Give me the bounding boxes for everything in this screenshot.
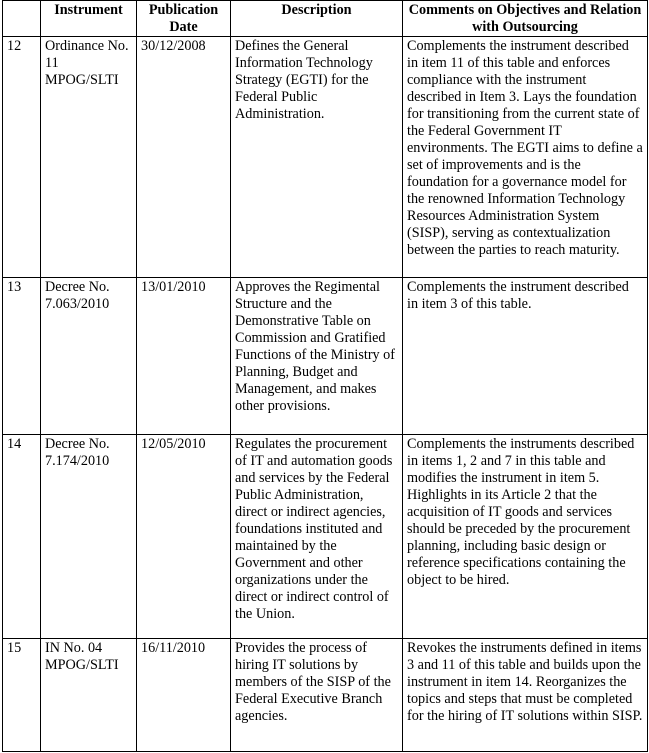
table-header-row — [3, 1, 648, 37]
row-comments: Complements the instrument described in item 3 of this table. — [403, 278, 648, 435]
row-instrument: Decree No. 7.174/2010 — [41, 435, 137, 639]
row-description: Defines the General Information Technology Strategy (EGTI) for the Federal Public Administration. — [231, 37, 403, 278]
row-comments: Complements the instrument described in item 11 of this table and enforces compliance with the instrument described in Item 3. Lays the foundation for transitioning from the current state of the Federal Government IT environments. The EGTI aims to define a set of improvements and is the foundation for a governance model for the renowned Information Technology Resources Administration System (SISP), serving as contextualization between the parties to reach maturity. — [403, 37, 648, 278]
row-number: 12 — [3, 37, 41, 278]
row-comments: Complements the instruments described in items 1, 2 and 7 in this table and modifies the instrument in item 5. Highlights in its Article 2 that the acquisition of IT goods and services should be preceded by the procurement planning, including basic design or reference specifications containing the object to be hired. — [403, 435, 648, 639]
row-number: 15 — [3, 639, 41, 752]
row-description: Approves the Regimental Structure and the Demonstrative Table on Commission and Gratified Functions of the Ministry of Planning, Budget and Management, and makes other provisions. — [231, 278, 403, 435]
legislation-table — [2, 0, 648, 752]
header-comments: Comments on Objectives and Relation with Outsourcing — [403, 1, 648, 37]
header-description: Description — [231, 1, 403, 37]
header-number — [3, 1, 41, 37]
row-description: Provides the process of hiring IT solutions by members of the SISP of the Federal Executive Branch agencies. — [231, 639, 403, 752]
row-number: 13 — [3, 278, 41, 435]
row-publication-date: 30/12/2008 — [137, 37, 231, 278]
row-publication-date: 16/11/2010 — [137, 639, 231, 752]
header-publication-date: Publication Date — [137, 1, 231, 37]
header-instrument: Instrument — [41, 1, 137, 37]
table-row — [3, 37, 648, 278]
table-row — [3, 435, 648, 639]
row-publication-date: 13/01/2010 — [137, 278, 231, 435]
row-number: 14 — [3, 435, 41, 639]
row-comments: Revokes the instruments defined in items 3 and 11 of this table and builds upon the instrument in item 14. Reorganizes the topics and steps that must be completed for the hiring of IT solutions within SISP. — [403, 639, 648, 752]
table-row — [3, 639, 648, 752]
row-publication-date: 12/05/2010 — [137, 435, 231, 639]
row-instrument: IN No. 04 MPOG/SLTI — [41, 639, 137, 752]
row-description: Regulates the procurement of IT and automation goods and services by the Federal Public Administration, direct or indirect agencies, foundations instituted and maintained by the Government and other organizations under the direct or indirect control of the Union. — [231, 435, 403, 639]
row-instrument: Ordinance No. 11 MPOG/SLTI — [41, 37, 137, 278]
row-instrument: Decree No. 7.063/2010 — [41, 278, 137, 435]
table-row — [3, 278, 648, 435]
